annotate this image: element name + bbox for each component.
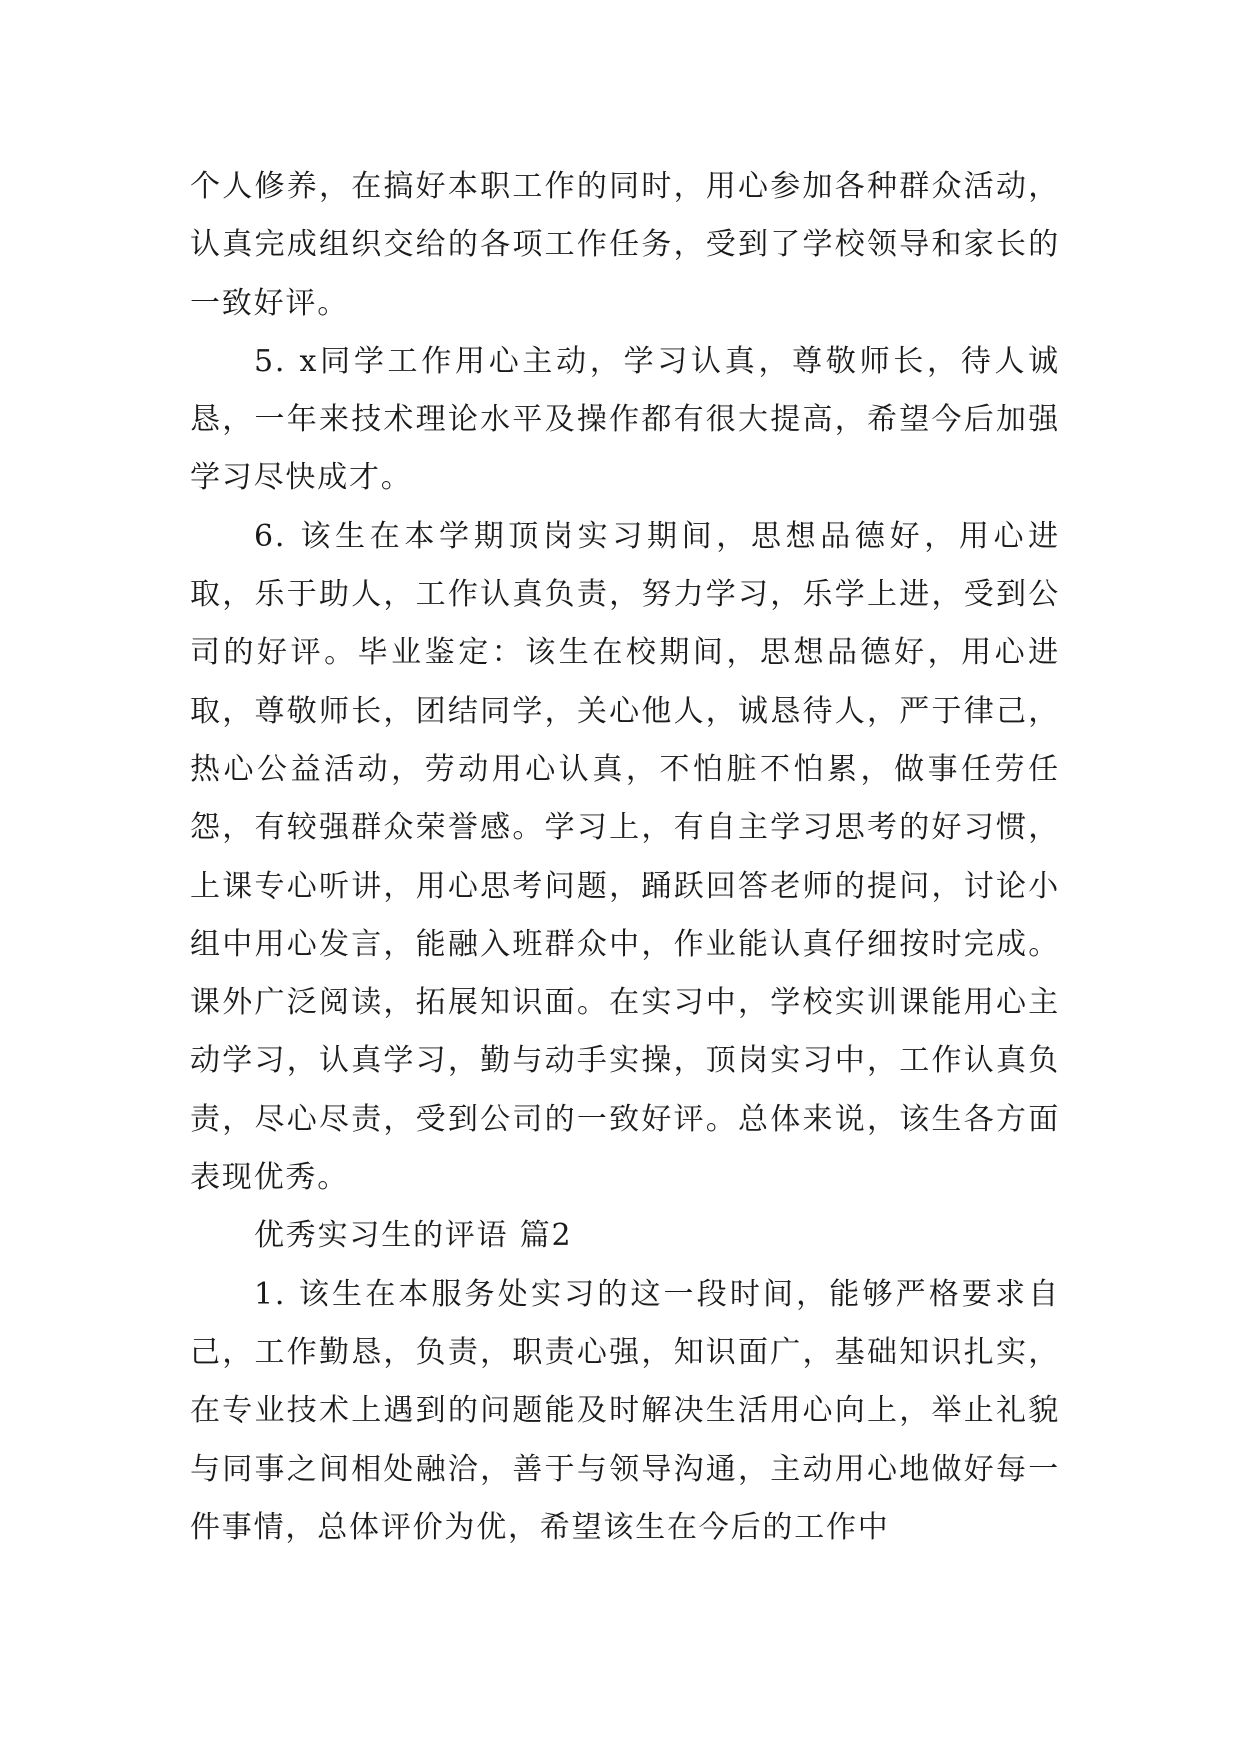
paragraph-continuation: 个人修养，在搞好本职工作的同时，用心参加各种群众活动，认真完成组织交给的各项工作任务，受到了学校领导和家长的一致好评。	[190, 169, 1060, 321]
document-body	[190, 158, 1060, 1557]
paragraph-item-1: 1. 该生在本服务处实习的这一段时间，能够严格要求自己，工作勤恳，负责，职责心强，知识面广，基础知识扎实，在专业技术上遇到的问题能及时解决生活用心向上，举止礼貌与同事之间相处融洽，善于与领导沟通，主动用心地做好每一件事情，总体评价为优，希望该生在今后的工作中	[190, 1276, 1060, 1545]
paragraph-item-5: 5. x同学工作用心主动，学习认真，尊敬师长，待人诚恳，一年来技术理论水平及操作都有很大提高，希望今后加强学习尽快成才。	[190, 343, 1060, 496]
section-heading: 优秀实习生的评语 篇2	[254, 1218, 573, 1254]
paragraph-item-6: 6. 该生在本学期顶岗实习期间，思想品德好，用心进取，乐于助人，工作认真负责，努力学习，乐学上进，受到公司的好评。毕业鉴定：该生在校期间，思想品德好，用心进取，尊敬师长，团结同学，关心他人，诚恳待人，严于律己，热心公益活动，劳动用心认真，不怕脏不怕累，做事任劳任怨，有较强群众荣誉感。学习上，有自主学习思考的好习惯，上课专心听讲，用心思考问题，踊跃回答老师的提问，讨论小组中用心发言，能融入班群众中，作业能认真仔细按时完成。课外广泛阅读，拓展知识面。在实习中，学校实训课能用心主动学习，认真学习，勤与动手实操，顶岗实习中，工作认真负责，尽心尽责，受到公司的一致好评。总体来说，该生各方面表现优秀。	[190, 518, 1060, 1196]
